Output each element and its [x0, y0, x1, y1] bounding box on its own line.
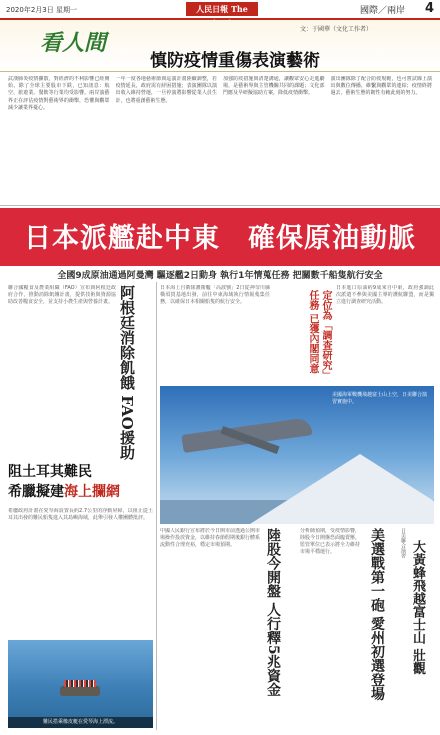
turkey-body: 希臘政府計畫在愛琴海設置長約2.7公里的浮動屏障，以阻止從土耳其出發的難民船隻進入其島嶼海域，此舉引發人權團體批評。	[8, 508, 153, 521]
argentina-body: 聯合國糧食及農業組織（FAO）宣布與阿根廷政府合作，推動消除飢餓計畫，提供技術與資源協助改善糧食安全，並支持小農生產與營養計畫。	[8, 285, 116, 305]
divider	[0, 205, 440, 206]
china-market-headline: 陸股今開盤 人行釋5兆資金	[265, 528, 281, 697]
turkey-headline-highlight: 海上攔網	[64, 484, 120, 500]
divider	[156, 282, 157, 730]
refugee-boat-caption: 難民搭乘橡皮艇在愛琴海上漂流。	[8, 717, 153, 728]
turkey-headline-line1: 阻土耳其難民	[8, 464, 92, 480]
page-number: 4	[424, 1, 434, 16]
fuji-headline: 大黃蜂飛越富士山 壯觀	[410, 540, 425, 675]
china-market-body-2: 分析師預期，受疫情影響，陸股今日開盤恐面臨賣壓，監管單位已表示將全力維持市場平穩運行。	[300, 528, 360, 555]
column-brand: 看人間	[40, 30, 107, 56]
column-headline: 慎防疫情重傷表演藝術	[150, 51, 320, 71]
lead-headline: 日本派艦赴中東 確保原油動脈	[24, 223, 416, 254]
turkey-headline	[8, 462, 158, 502]
fighter-jet-photo	[160, 386, 434, 524]
issue-date: 2020年2月3日 星期一	[6, 6, 77, 14]
japan-aside-kicker: 定位為「調查研究」任務 已獲內閣同意	[307, 290, 331, 380]
column-paragraph: 加強防疫措施與清楚溝通，讓觀眾安心走進劇場，是藝術界與主管機關共同的課題；文化部門應及早研擬協助方案，降低疫情衝擊。	[223, 76, 325, 97]
lead-headline-band	[0, 208, 440, 266]
column-paragraph: 演出團隊除了配合防疫規範，也可嘗試線上演出與數位傳播，維繫與觀眾的連結；疫情終將過去，藝術生態的韌性有賴此刻的努力。	[330, 76, 432, 97]
boat-people-shape	[64, 680, 96, 687]
lead-subhead: 全國9成原油通過阿曼灣 驅逐艦2日動身 執行1年情蒐任務 把關數千船隻航行安全	[57, 271, 383, 281]
column-paragraph: 武漢肺炎疫情擴散，對經濟的不利影響已經開始，除了全球主要股市下跌，已知訊息：航空、旅遊業、餐飲等行業均受影響。兩岸演藝界正在評估疫情對藝術界的衝擊，恐懼與觀眾減少讓業界憂心。	[8, 76, 110, 111]
argentina-headline: 阿根廷消除飢餓 FAO援助	[118, 285, 136, 460]
turkey-headline-line2: 希臘擬建	[8, 484, 64, 500]
section-name: 國際／兩岸	[360, 6, 406, 16]
column-author: 文：于國華（文化工作者）	[300, 26, 373, 33]
mountain-shape	[250, 454, 434, 524]
masthead	[0, 0, 440, 20]
boat-shape	[60, 686, 100, 696]
column-banner	[0, 20, 440, 72]
us-election-headline: 美選戰第一砲 愛州初選登場	[369, 528, 385, 701]
column-paragraph: 一年一度各地藝術節與巡演計畫陸續調整，若疫情延長，政府需有紓困措施；表演團隊以演出收入維持營運，一旦停演將影響從業人員生計，也將重創藝術生態。	[115, 76, 217, 104]
japan-aside-body-2: 日本進口原油約9成來自中東，政府強調此次派遣不參與美國主導的護航聯盟，而是獨立進行調查研究活動。	[336, 285, 434, 305]
japan-aside-body: 日本海上自衛隊護衛艦「高波號」2日從神奈川縣橫須賀基地出發，前往中東海域執行情報蒐集任務，以確保日本相關船隻的航行安全。	[160, 285, 270, 305]
fighter-jet-caption: 美國海軍戰機飛越富士山上空，日美聯合演習實施中。	[332, 392, 428, 405]
refugee-boat-photo	[8, 640, 153, 728]
fuji-kicker: 日美聯合演習	[400, 528, 406, 558]
china-market-body: 中國人民銀行宣布將於今日開市前透過公開市場操作投放資金，以維持春節假期後銀行體系流動性合理充裕，穩定市場預期。	[160, 528, 260, 548]
newspaper-logo: 人民日報 The	[186, 2, 258, 16]
column-body	[8, 76, 432, 204]
